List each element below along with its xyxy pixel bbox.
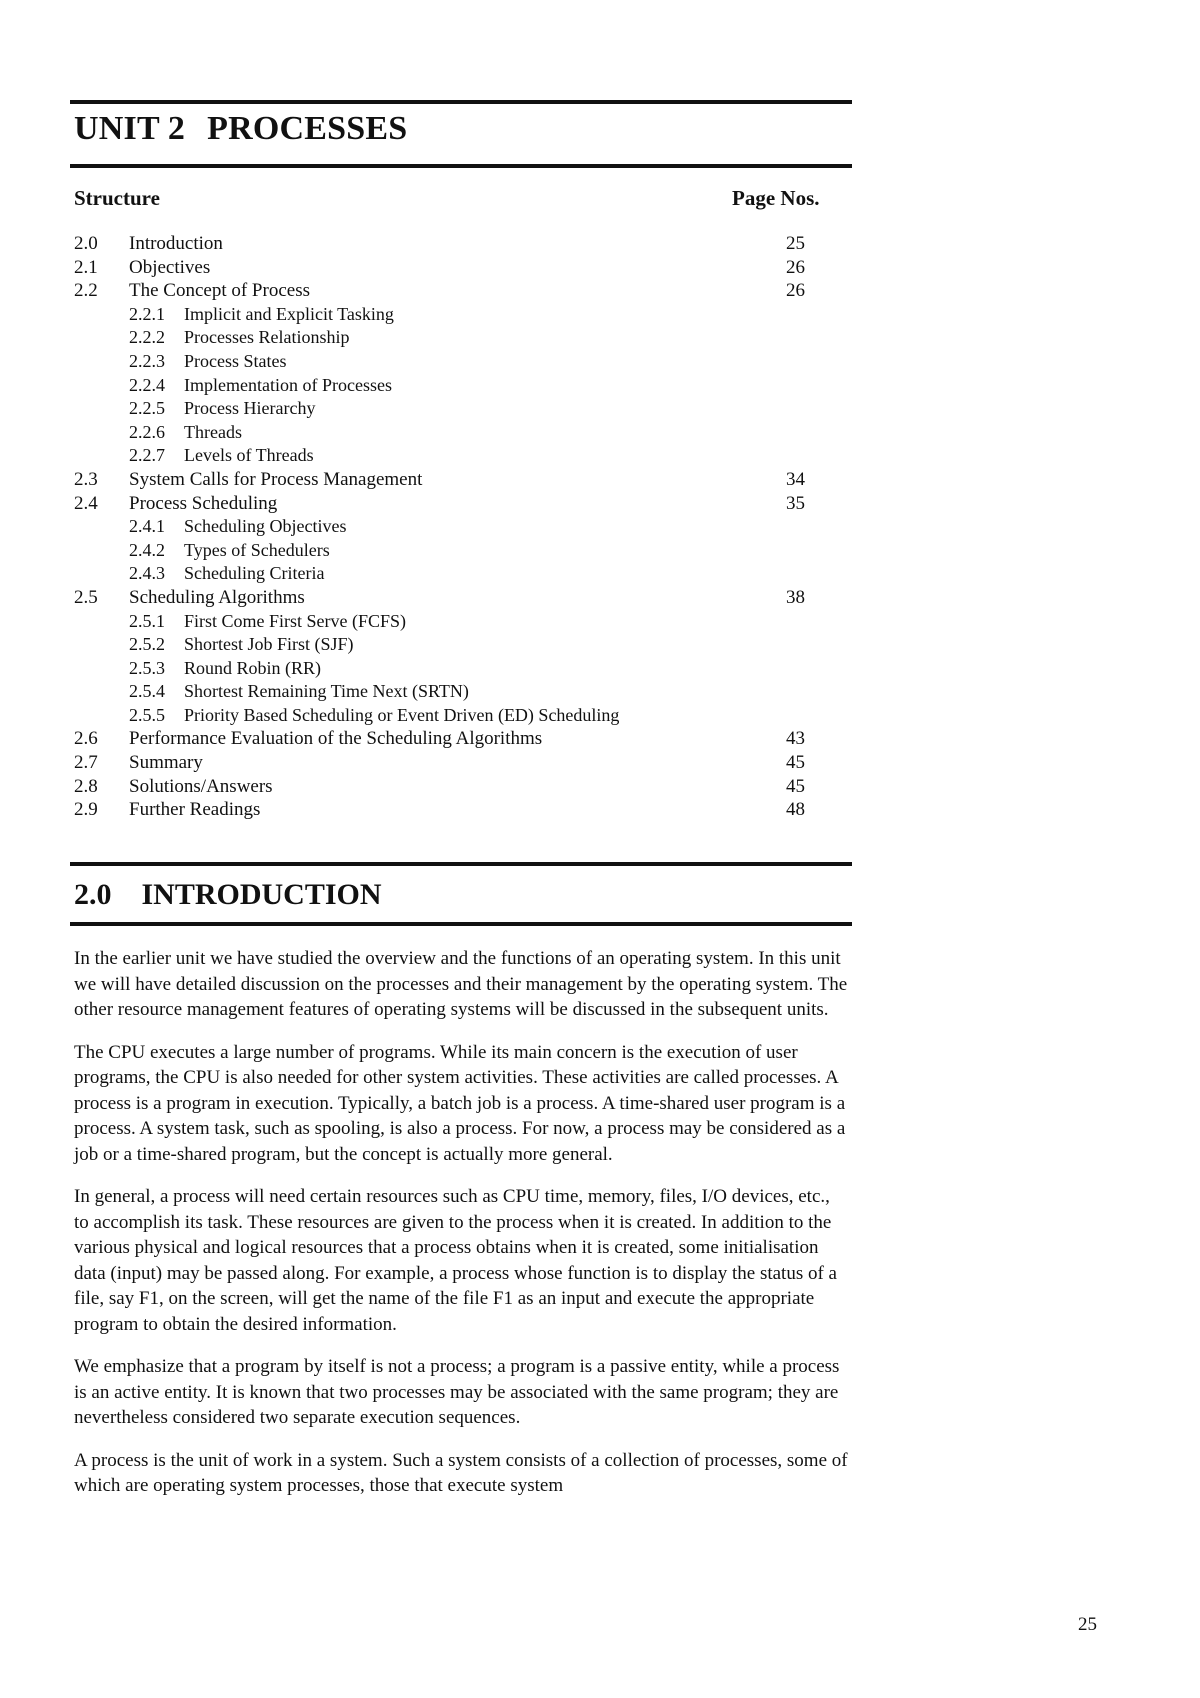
section-heading — [74, 878, 382, 912]
unit-title: PROCESSES — [207, 110, 408, 147]
toc-entry-title: Priority Based Scheduling or Event Driven (ED) Scheduling — [184, 704, 620, 725]
page-number: 25 — [1078, 1614, 1097, 1635]
paragraph: The CPU executes a large number of programs. While its main concern is the execution of user programs, the CPU is also needed for other system activities. These activities are called processes. A process is a program in execution. Typically, a batch job is a process. A time-shared user program is a process. A system task, such as spooling, is also a process. For now, a process may be considered as a job or a time-shared program, but the concept is actually more general. — [74, 1041, 846, 1165]
toc-entry-number: 2.2.7 — [129, 445, 165, 466]
toc-entry-number: 2.2.1 — [129, 303, 165, 324]
toc-entry-page: 38 — [786, 586, 805, 608]
toc-entry — [74, 279, 814, 303]
paragraph: We emphasize that a program by itself is not a process; a program is a passive entity, while a process is an active entity. It is known that two processes may be associated with the same program; they are nevertheless considered two separate execution sequences. — [74, 1356, 840, 1428]
toc-entry-number: 2.4 — [74, 492, 98, 514]
toc-entry — [74, 727, 814, 751]
toc-entry-number: 2.2.5 — [129, 398, 165, 419]
toc-entry-number: 2.2 — [74, 280, 98, 302]
unit-number: UNIT 2 — [74, 110, 186, 147]
toc-entry-number: 2.5.2 — [129, 634, 165, 655]
toc-entry-title: Round Robin (RR) — [184, 657, 322, 678]
toc-entry-title: Types of Schedulers — [184, 539, 330, 560]
section-bottom-rule — [70, 922, 852, 926]
toc-entry-title: Scheduling Criteria — [184, 563, 325, 584]
toc-entry-title: Shortest Job First (SJF) — [184, 634, 354, 655]
toc-entry-page: 25 — [786, 233, 805, 254]
heading-underline-rule — [70, 164, 852, 168]
table-of-contents — [74, 232, 814, 822]
section-top-rule — [70, 862, 852, 866]
toc-entry-number: 2.2.4 — [129, 374, 165, 395]
toc-entry-number: 2.0 — [74, 233, 98, 254]
toc-entry-page: 26 — [786, 280, 805, 302]
toc-entry — [74, 256, 814, 280]
toc-entry — [74, 798, 814, 822]
toc-entry-number: 2.4.3 — [129, 563, 165, 584]
toc-subentry — [74, 539, 814, 563]
toc-entry-number: 2.7 — [74, 752, 98, 774]
toc-entry-page: 45 — [786, 752, 805, 774]
toc-subentry — [74, 562, 814, 586]
toc-entry-number: 2.6 — [74, 728, 98, 750]
toc-subentry — [74, 515, 814, 539]
body-text — [74, 946, 848, 1516]
toc-entry-number: 2.8 — [74, 775, 98, 797]
paragraph: In general, a process will need certain resources such as CPU time, memory, files, I/O devices, etc., to accomplish its task. These resources are given to the process when it is created. In addition to the various physical and logical resources that a process obtains when it is created, some initialisation data (input) may be passed along. For example, a process whose function is to display the status of a file, say F1, on the screen, will get the name of the file F1 as an input and execute the appropriate program to obtain the desired information. — [74, 1186, 837, 1335]
toc-subentry — [74, 444, 814, 468]
toc-entry-page: 26 — [786, 256, 805, 278]
toc-entry-title: Scheduling Algorithms — [129, 586, 305, 608]
toc-entry-number: 2.2.2 — [129, 327, 165, 348]
toc-subentry — [74, 421, 814, 445]
paragraph: A process is the unit of work in a system. Such a system consists of a collection of processes, some of which are operating system processes, those that execute system — [74, 1449, 848, 1496]
toc-entry-title: The Concept of Process — [129, 280, 310, 302]
structure-label: Structure — [74, 186, 160, 210]
toc-entry — [74, 492, 814, 516]
toc-entry-title: Further Readings — [129, 799, 261, 821]
toc-entry-title: Performance Evaluation of the Scheduling Algorithms — [129, 728, 543, 750]
toc-entry — [74, 468, 814, 492]
toc-entry-number: 2.9 — [74, 799, 98, 821]
toc-entry-title: Scheduling Objectives — [184, 516, 347, 537]
section-number: 2.0 — [74, 878, 112, 911]
toc-entry — [74, 232, 814, 256]
toc-subentry — [74, 680, 814, 704]
toc-entry-number: 2.2.3 — [129, 350, 165, 371]
toc-entry-page: 34 — [786, 468, 805, 490]
toc-entry — [74, 586, 814, 610]
paragraph: In the earlier unit we have studied the overview and the functions of an operating system. In this unit we will have detailed discussion on the processes and their management by the operating system. The other resource management features of operating systems will be discussed in the subsequent units. — [74, 948, 848, 1020]
toc-entry — [74, 751, 814, 775]
section-title: INTRODUCTION — [141, 878, 382, 911]
toc-subentry — [74, 397, 814, 421]
toc-entry-title: First Come First Serve (FCFS) — [184, 610, 407, 631]
toc-entry-number: 2.4.2 — [129, 539, 165, 560]
toc-entry-title: Summary — [129, 752, 203, 774]
toc-entry-number: 2.5 — [74, 586, 98, 608]
toc-entry-number: 2.1 — [74, 256, 98, 278]
toc-entry-title: Implicit and Explicit Tasking — [184, 303, 394, 324]
toc-subentry — [74, 350, 814, 374]
toc-subentry — [74, 610, 814, 634]
toc-entry-title: Implementation of Processes — [184, 374, 392, 395]
top-rule — [70, 100, 852, 104]
toc-entry-title: Processes Relationship — [184, 327, 350, 348]
toc-entry-page: 45 — [786, 775, 805, 797]
toc-entry-title: Process Scheduling — [129, 492, 278, 514]
toc-entry-title: Objectives — [129, 256, 211, 278]
toc-entry-title: Process Hierarchy — [184, 398, 316, 419]
toc-entry-number: 2.5.3 — [129, 657, 165, 678]
toc-entry-number: 2.2.6 — [129, 421, 165, 442]
toc-entry-title: Solutions/Answers — [129, 775, 273, 797]
toc-entry-page: 43 — [786, 728, 805, 750]
toc-entry-page: 48 — [786, 799, 805, 821]
toc-subentry — [74, 704, 814, 728]
toc-entry-title: System Calls for Process Management — [129, 468, 423, 490]
toc-subentry — [74, 374, 814, 398]
toc-entry-number: 2.4.1 — [129, 516, 165, 537]
toc-entry-title: Threads — [184, 421, 242, 442]
toc-subentry — [74, 303, 814, 327]
toc-subentry — [74, 326, 814, 350]
toc-subentry — [74, 633, 814, 657]
toc-entry-number: 2.5.1 — [129, 610, 165, 631]
unit-heading — [74, 110, 407, 148]
toc-entry-title: Process States — [184, 350, 287, 371]
toc-entry-number: 2.5.4 — [129, 681, 165, 702]
toc-entry — [74, 775, 814, 799]
toc-entry-number: 2.5.5 — [129, 704, 165, 725]
toc-subentry — [74, 657, 814, 681]
toc-entry-title: Levels of Threads — [184, 445, 314, 466]
toc-entry-number: 2.3 — [74, 468, 98, 490]
page-nos-label: Page Nos. — [732, 186, 820, 210]
toc-entry-title: Introduction — [129, 233, 223, 254]
toc-entry-title: Shortest Remaining Time Next (SRTN) — [184, 681, 469, 702]
toc-entry-page: 35 — [786, 492, 805, 514]
